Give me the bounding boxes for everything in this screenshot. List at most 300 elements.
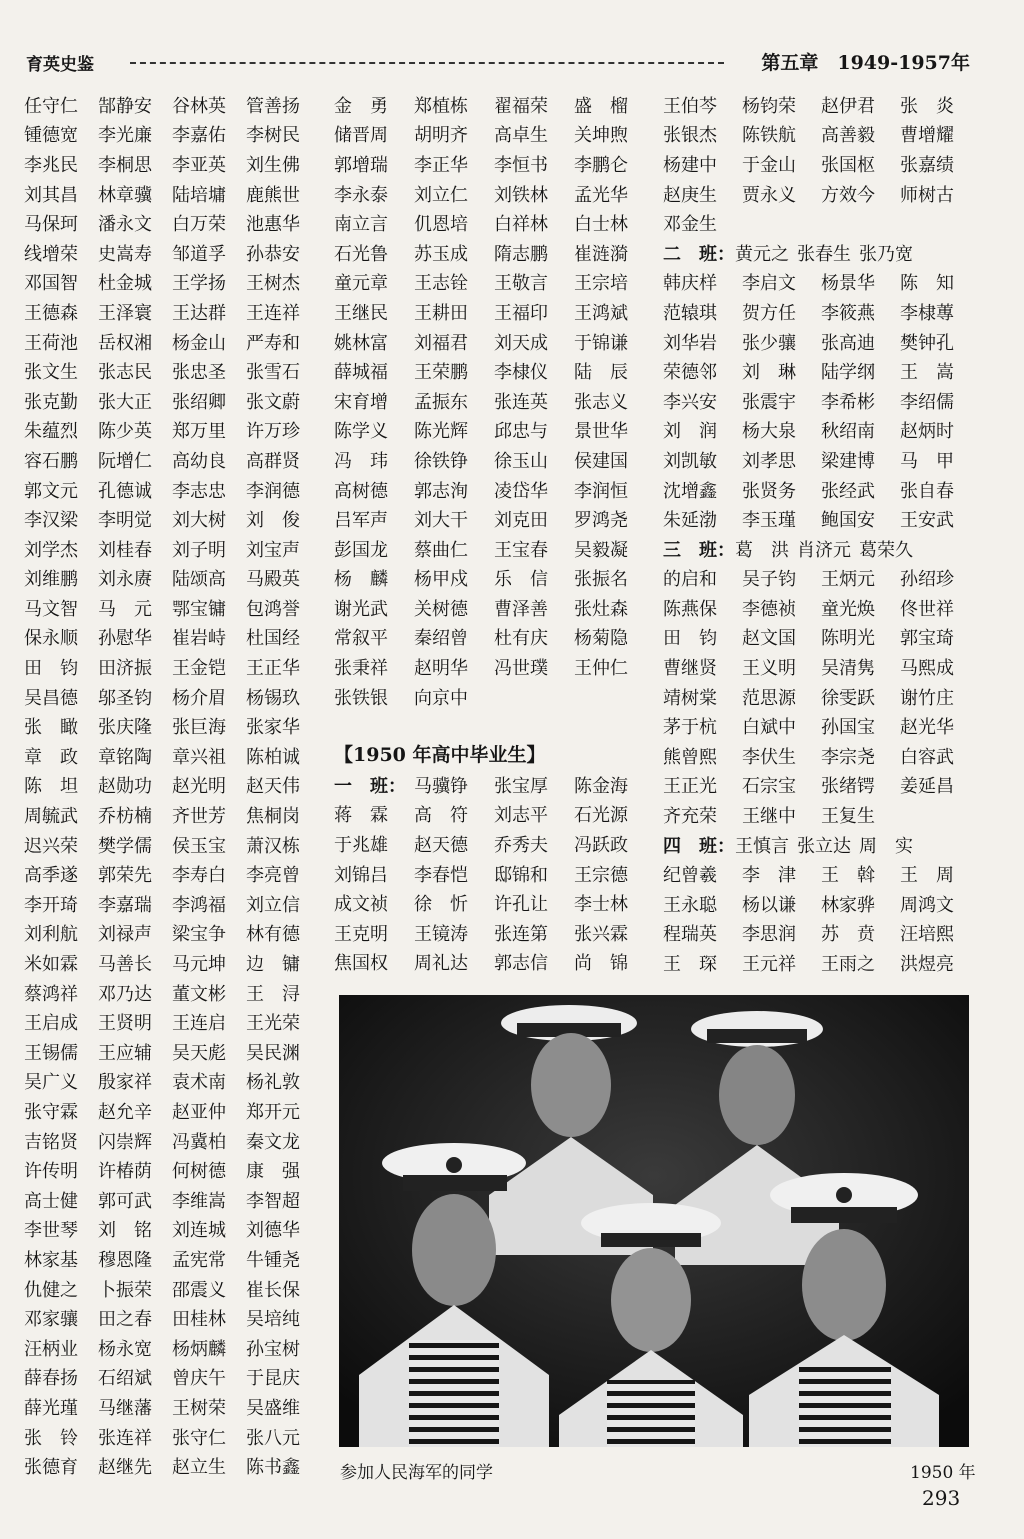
student-name: 张春生 xyxy=(797,243,851,265)
student-name: 樊钟孔 xyxy=(900,332,954,354)
student-name: 赵继先 xyxy=(98,1457,152,1479)
student-name: 焦桐岗 xyxy=(246,806,300,828)
student-name: 樊学儒 xyxy=(98,835,152,857)
student-name: 陈铁航 xyxy=(742,125,796,147)
student-name: 李开琦 xyxy=(24,894,78,916)
name-row xyxy=(663,416,983,446)
name-row xyxy=(334,652,654,682)
student-name: 孙慰华 xyxy=(98,628,152,650)
student-name: 吴广义 xyxy=(24,1072,78,1094)
name-row xyxy=(24,120,324,150)
student-name: 仉恩培 xyxy=(414,214,468,236)
student-name: 李世琴 xyxy=(24,1220,78,1242)
student-name: 刘学杰 xyxy=(24,539,78,561)
student-name: 程瑞英 xyxy=(663,924,717,946)
student-name: 张雪石 xyxy=(246,362,300,384)
chapter-title: 第五章 1949-1957年 xyxy=(761,52,970,74)
name-row xyxy=(334,386,654,416)
student-name: 洪煜亮 xyxy=(900,954,954,976)
student-name: 周 实 xyxy=(859,835,913,857)
student-name: 李恒书 xyxy=(494,154,548,176)
student-name: 闪崇辉 xyxy=(98,1131,152,1153)
student-name: 孟振东 xyxy=(414,391,468,413)
name-row xyxy=(663,859,983,889)
student-name: 杨大泉 xyxy=(742,421,796,443)
student-name: 赵允辛 xyxy=(98,1101,152,1123)
photo-year: 1950 年 xyxy=(910,1463,976,1483)
student-name: 锺德宽 xyxy=(24,125,78,147)
student-name: 刘立仁 xyxy=(414,184,468,206)
student-name: 杜金城 xyxy=(98,273,152,295)
student-name: 李寿白 xyxy=(172,865,226,887)
student-name: 章铭陶 xyxy=(98,746,152,768)
name-row xyxy=(663,919,983,949)
name-row xyxy=(334,208,654,238)
student-name: 童元章 xyxy=(334,273,388,295)
name-row xyxy=(663,445,983,475)
student-name: 汪柄业 xyxy=(24,1338,78,1360)
name-row xyxy=(24,623,324,653)
name-row xyxy=(334,90,654,120)
student-name: 刘维鹏 xyxy=(24,569,78,591)
student-name: 刘华岩 xyxy=(663,332,717,354)
student-name: 张连第 xyxy=(494,923,548,945)
student-name: 荣德邻 xyxy=(663,362,717,384)
student-name: 郑植栋 xyxy=(414,95,468,117)
student-name: 王荣鹏 xyxy=(414,362,468,384)
student-name: 杨锡玖 xyxy=(246,687,300,709)
student-name: 成文祯 xyxy=(334,894,388,916)
student-name: 高群贤 xyxy=(246,450,300,472)
name-row xyxy=(24,1244,324,1274)
name-row xyxy=(334,682,654,712)
student-name: 张 瞰 xyxy=(24,717,78,739)
student-name: 刘德华 xyxy=(246,1220,300,1242)
student-name: 吴清隽 xyxy=(821,658,875,680)
student-name: 冯冀柏 xyxy=(172,1131,226,1153)
student-name: 邓乃达 xyxy=(98,983,152,1005)
student-name: 李鸿福 xyxy=(172,894,226,916)
student-name: 线增荣 xyxy=(24,243,78,265)
student-name: 严寿和 xyxy=(246,332,300,354)
name-row xyxy=(334,623,654,653)
name-row xyxy=(663,356,983,386)
student-name: 章 政 xyxy=(24,746,78,768)
student-name: 葛 洪 xyxy=(735,539,789,561)
name-row xyxy=(663,534,983,564)
student-name: 杜有庆 xyxy=(494,628,548,650)
navy-students-photo xyxy=(339,995,969,1447)
student-name: 孙宝树 xyxy=(246,1338,300,1360)
student-name: 李启文 xyxy=(742,273,796,295)
name-row xyxy=(24,1363,324,1393)
name-row xyxy=(24,90,324,120)
student-name: 王安武 xyxy=(900,510,954,532)
student-name: 张灶森 xyxy=(574,598,628,620)
student-name: 金 勇 xyxy=(334,95,388,117)
name-row xyxy=(334,238,654,268)
names-column-3 xyxy=(663,90,983,978)
student-name: 赵明华 xyxy=(414,658,468,680)
student-name: 于兆雄 xyxy=(334,834,388,856)
student-name: 刘大干 xyxy=(414,510,468,532)
student-name: 王光荣 xyxy=(246,1013,300,1035)
student-name: 崔涟漪 xyxy=(574,243,628,265)
student-name: 王 斡 xyxy=(821,865,875,887)
student-name: 李树民 xyxy=(246,125,300,147)
student-name: 王慎言 xyxy=(735,835,789,857)
student-name: 吴盛维 xyxy=(246,1397,300,1419)
class-label: 三 班： xyxy=(663,539,735,561)
student-name: 王宗培 xyxy=(574,273,628,295)
name-row xyxy=(24,859,324,889)
name-row xyxy=(663,623,983,653)
student-name: 盛 榴 xyxy=(574,95,628,117)
student-name: 高士健 xyxy=(24,1190,78,1212)
name-row xyxy=(334,475,654,505)
student-name: 刘铁林 xyxy=(494,184,548,206)
name-row xyxy=(334,888,654,918)
name-row xyxy=(334,297,654,327)
student-name: 马 元 xyxy=(98,598,152,620)
student-name: 胡明齐 xyxy=(414,125,468,147)
name-row xyxy=(334,327,654,357)
student-name: 王 嵩 xyxy=(900,362,954,384)
student-name: 尚 锦 xyxy=(574,953,628,975)
student-name: 赵光华 xyxy=(900,717,954,739)
name-row xyxy=(334,504,654,534)
student-name: 佟世祥 xyxy=(900,598,954,620)
header-dashed-rule xyxy=(130,62,724,64)
student-name: 方效今 xyxy=(821,184,875,206)
name-row xyxy=(663,475,983,505)
student-name: 赵亚仲 xyxy=(172,1101,226,1123)
student-name: 石光源 xyxy=(574,805,628,827)
student-name: 熊曾熙 xyxy=(663,746,717,768)
student-name: 王树荣 xyxy=(172,1397,226,1419)
student-name: 杨金山 xyxy=(172,332,226,354)
student-name: 袁术南 xyxy=(172,1072,226,1094)
student-name: 蔡鸿祥 xyxy=(24,983,78,1005)
student-name: 王福印 xyxy=(494,302,548,324)
student-name: 刘志平 xyxy=(494,805,548,827)
name-row xyxy=(334,268,654,298)
name-row xyxy=(663,327,983,357)
student-name: 王镜涛 xyxy=(414,923,468,945)
class-label: 一 班： xyxy=(334,775,406,797)
student-name: 李汉梁 xyxy=(24,510,78,532)
name-row xyxy=(663,120,983,150)
student-name: 史嵩寿 xyxy=(98,243,152,265)
student-name: 张 炎 xyxy=(900,95,954,117)
student-name: 王炳元 xyxy=(821,569,875,591)
student-name: 孟宪常 xyxy=(172,1249,226,1271)
student-name: 孙恭安 xyxy=(246,243,300,265)
student-name: 李宗尧 xyxy=(821,746,875,768)
student-name: 谢竹庄 xyxy=(900,687,954,709)
student-name: 潘永文 xyxy=(98,214,152,236)
name-row xyxy=(24,652,324,682)
student-name: 赵炳时 xyxy=(900,421,954,443)
student-name: 薛春扬 xyxy=(24,1368,78,1390)
student-name: 王鸿斌 xyxy=(574,302,628,324)
student-name: 赵庚生 xyxy=(663,184,717,206)
student-name: 刘凯敏 xyxy=(663,450,717,472)
student-name: 萧汉栋 xyxy=(246,835,300,857)
student-name: 石宗宝 xyxy=(742,776,796,798)
name-row xyxy=(334,829,654,859)
student-name: 郭增瑞 xyxy=(334,154,388,176)
student-name: 马保珂 xyxy=(24,214,78,236)
student-name: 田之春 xyxy=(98,1309,152,1331)
student-name: 曾庆午 xyxy=(172,1368,226,1390)
student-name: 于昆庆 xyxy=(246,1368,300,1390)
name-row xyxy=(24,1422,324,1452)
student-name: 王树杰 xyxy=(246,273,300,295)
student-name: 张忠圣 xyxy=(172,362,226,384)
student-name: 张宝厚 xyxy=(494,775,548,797)
student-name: 邵震义 xyxy=(172,1279,226,1301)
student-name: 李士林 xyxy=(574,894,628,916)
student-name: 赵天伟 xyxy=(246,776,300,798)
student-name: 鹿熊世 xyxy=(246,184,300,206)
name-row xyxy=(24,208,324,238)
student-name: 张乃宽 xyxy=(859,243,913,265)
student-name: 沈增鑫 xyxy=(663,480,717,502)
student-name: 王正华 xyxy=(246,658,300,680)
page-number: 293 xyxy=(922,1486,961,1510)
name-row xyxy=(24,386,324,416)
student-name: 郭荣先 xyxy=(98,865,152,887)
name-row xyxy=(24,919,324,949)
student-name: 王正光 xyxy=(663,776,717,798)
student-name: 林家基 xyxy=(24,1249,78,1271)
student-name: 韩庆样 xyxy=(663,273,717,295)
student-name: 葛荣久 xyxy=(859,539,913,561)
student-name: 张贤务 xyxy=(742,480,796,502)
student-name: 杨炳麟 xyxy=(172,1338,226,1360)
name-row xyxy=(24,356,324,386)
name-row xyxy=(24,741,324,771)
page-header xyxy=(26,50,986,80)
student-name: 罗鸿尧 xyxy=(574,510,628,532)
student-name: 刘宝声 xyxy=(246,539,300,561)
name-row xyxy=(24,1303,324,1333)
student-name: 马元坤 xyxy=(172,954,226,976)
name-row xyxy=(663,208,983,238)
student-name: 孙绍珍 xyxy=(900,569,954,591)
student-name: 许万珍 xyxy=(246,421,300,443)
student-name: 陈光辉 xyxy=(414,421,468,443)
student-name: 刘天成 xyxy=(494,332,548,354)
student-name: 杨景华 xyxy=(821,273,875,295)
name-row xyxy=(334,356,654,386)
names-column-1 xyxy=(24,90,324,1481)
student-name: 张振名 xyxy=(574,569,628,591)
name-row xyxy=(663,800,983,830)
name-row xyxy=(24,948,324,978)
student-name: 苏玉成 xyxy=(414,243,468,265)
name-row xyxy=(24,416,324,446)
student-name: 李嘉瑞 xyxy=(98,894,152,916)
student-name: 高树德 xyxy=(334,480,388,502)
student-name: 许孔让 xyxy=(494,894,548,916)
name-row xyxy=(663,179,983,209)
name-row xyxy=(24,1215,324,1245)
student-name: 苏 贲 xyxy=(821,924,875,946)
name-row xyxy=(24,978,324,1008)
student-name: 张铁银 xyxy=(334,687,388,709)
name-row xyxy=(24,1155,324,1185)
student-name: 邬圣钧 xyxy=(98,687,152,709)
student-name: 陈书鑫 xyxy=(246,1457,300,1479)
student-name: 杨以谦 xyxy=(742,894,796,916)
student-name: 鄂宝镛 xyxy=(172,598,226,620)
student-name: 南立言 xyxy=(334,214,388,236)
student-name: 赵伊君 xyxy=(821,95,875,117)
student-name: 李绍儒 xyxy=(900,391,954,413)
student-name: 张自春 xyxy=(900,480,954,502)
name-row xyxy=(663,386,983,416)
student-name: 王元祥 xyxy=(742,954,796,976)
student-name: 陈 坦 xyxy=(24,776,78,798)
section-heading-1950: 【1950 年高中毕业生】 xyxy=(334,744,546,766)
student-name: 白容武 xyxy=(900,746,954,768)
name-row xyxy=(24,1007,324,1037)
student-name: 孙国宝 xyxy=(821,717,875,739)
name-row xyxy=(24,830,324,860)
student-name: 王泽寰 xyxy=(98,302,152,324)
student-name: 李棣蓴 xyxy=(900,302,954,324)
student-name: 高善毅 xyxy=(821,125,875,147)
student-name: 冯跃政 xyxy=(574,834,628,856)
student-name: 郭可武 xyxy=(98,1190,152,1212)
name-row xyxy=(663,297,983,327)
student-name: 李亮曾 xyxy=(246,865,300,887)
student-name: 陈 知 xyxy=(900,273,954,295)
student-name: 崔长保 xyxy=(246,1279,300,1301)
student-name: 王 琛 xyxy=(663,954,717,976)
student-name: 李思润 xyxy=(742,924,796,946)
student-name: 王启成 xyxy=(24,1013,78,1035)
student-name: 刘子明 xyxy=(172,539,226,561)
student-name: 高季遂 xyxy=(24,865,78,887)
student-name: 吴培纯 xyxy=(246,1309,300,1331)
student-name: 岳权湘 xyxy=(98,332,152,354)
name-row xyxy=(24,1274,324,1304)
name-row xyxy=(24,268,324,298)
name-row xyxy=(24,1451,324,1481)
student-name: 郭文元 xyxy=(24,480,78,502)
name-row xyxy=(663,771,983,801)
student-name: 朱蕴烈 xyxy=(24,421,78,443)
name-row xyxy=(24,771,324,801)
name-row xyxy=(24,327,324,357)
student-name: 王仲仁 xyxy=(574,658,628,680)
student-name: 孔德诚 xyxy=(98,480,152,502)
student-name: 刘禄声 xyxy=(98,924,152,946)
name-row xyxy=(663,90,983,120)
student-name: 常叙平 xyxy=(334,628,388,650)
student-name: 林章骥 xyxy=(98,184,152,206)
student-name: 董文彬 xyxy=(172,983,226,1005)
student-name: 郭志洵 xyxy=(414,480,468,502)
name-row xyxy=(24,238,324,268)
student-name: 王伯芩 xyxy=(663,95,717,117)
student-name: 马继藩 xyxy=(98,1397,152,1419)
student-name: 李伏生 xyxy=(742,746,796,768)
student-name: 刘福君 xyxy=(414,332,468,354)
student-name: 田桂林 xyxy=(172,1309,226,1331)
student-name: 陆培墉 xyxy=(172,184,226,206)
student-name: 刘桂春 xyxy=(98,539,152,561)
student-name: 李筱燕 xyxy=(821,302,875,324)
name-row xyxy=(24,682,324,712)
student-name: 冯 玮 xyxy=(334,450,388,472)
student-name: 王锡儒 xyxy=(24,1042,78,1064)
name-row xyxy=(663,149,983,179)
name-row xyxy=(334,918,654,948)
student-name: 秦文龙 xyxy=(246,1131,300,1153)
student-name: 张连英 xyxy=(494,391,548,413)
student-name: 何树德 xyxy=(172,1161,226,1183)
student-name: 张经武 xyxy=(821,480,875,502)
student-name: 凌岱华 xyxy=(494,480,548,502)
student-name: 张震宇 xyxy=(742,391,796,413)
student-name: 陆 辰 xyxy=(574,362,628,384)
student-name: 黄元之 xyxy=(735,243,789,265)
student-name: 杨菊隐 xyxy=(574,628,628,650)
student-name: 李春恺 xyxy=(414,864,468,886)
student-name: 王耕田 xyxy=(414,302,468,324)
student-name: 蔡曲仁 xyxy=(414,539,468,561)
student-name: 王复生 xyxy=(821,806,875,828)
student-name: 梁建博 xyxy=(821,450,875,472)
student-name: 刘生佛 xyxy=(246,154,300,176)
student-name: 翟福荣 xyxy=(494,95,548,117)
student-name: 李永泰 xyxy=(334,184,388,206)
student-name: 刘 俊 xyxy=(246,510,300,532)
student-name: 卜振荣 xyxy=(98,1279,152,1301)
student-name: 白祥林 xyxy=(494,214,548,236)
student-name: 杨永宽 xyxy=(98,1338,152,1360)
student-name: 杨 麟 xyxy=(334,569,388,591)
student-name: 刘利航 xyxy=(24,924,78,946)
student-name: 张秉祥 xyxy=(334,658,388,680)
student-name: 崔岩峙 xyxy=(172,628,226,650)
student-name: 高卓生 xyxy=(494,125,548,147)
student-name: 吴民渊 xyxy=(246,1042,300,1064)
student-name: 王连祥 xyxy=(246,302,300,324)
name-row xyxy=(663,741,983,771)
student-name: 牛锺尧 xyxy=(246,1249,300,1271)
student-name: 刘孝思 xyxy=(742,450,796,472)
student-name: 郭志信 xyxy=(494,953,548,975)
student-name: 乔秀夫 xyxy=(494,834,548,856)
name-row xyxy=(24,564,324,594)
student-name: 容石鹏 xyxy=(24,450,78,472)
student-name: 李鹏仑 xyxy=(574,154,628,176)
student-name: 张守仁 xyxy=(172,1427,226,1449)
student-name: 吴毅凝 xyxy=(574,539,628,561)
student-name: 张文生 xyxy=(24,362,78,384)
student-name: 张巨海 xyxy=(172,717,226,739)
student-name: 吴子钧 xyxy=(742,569,796,591)
student-name: 李希彬 xyxy=(821,391,875,413)
student-name: 张 铃 xyxy=(24,1427,78,1449)
student-name: 王金铠 xyxy=(172,658,226,680)
name-row xyxy=(334,859,654,889)
